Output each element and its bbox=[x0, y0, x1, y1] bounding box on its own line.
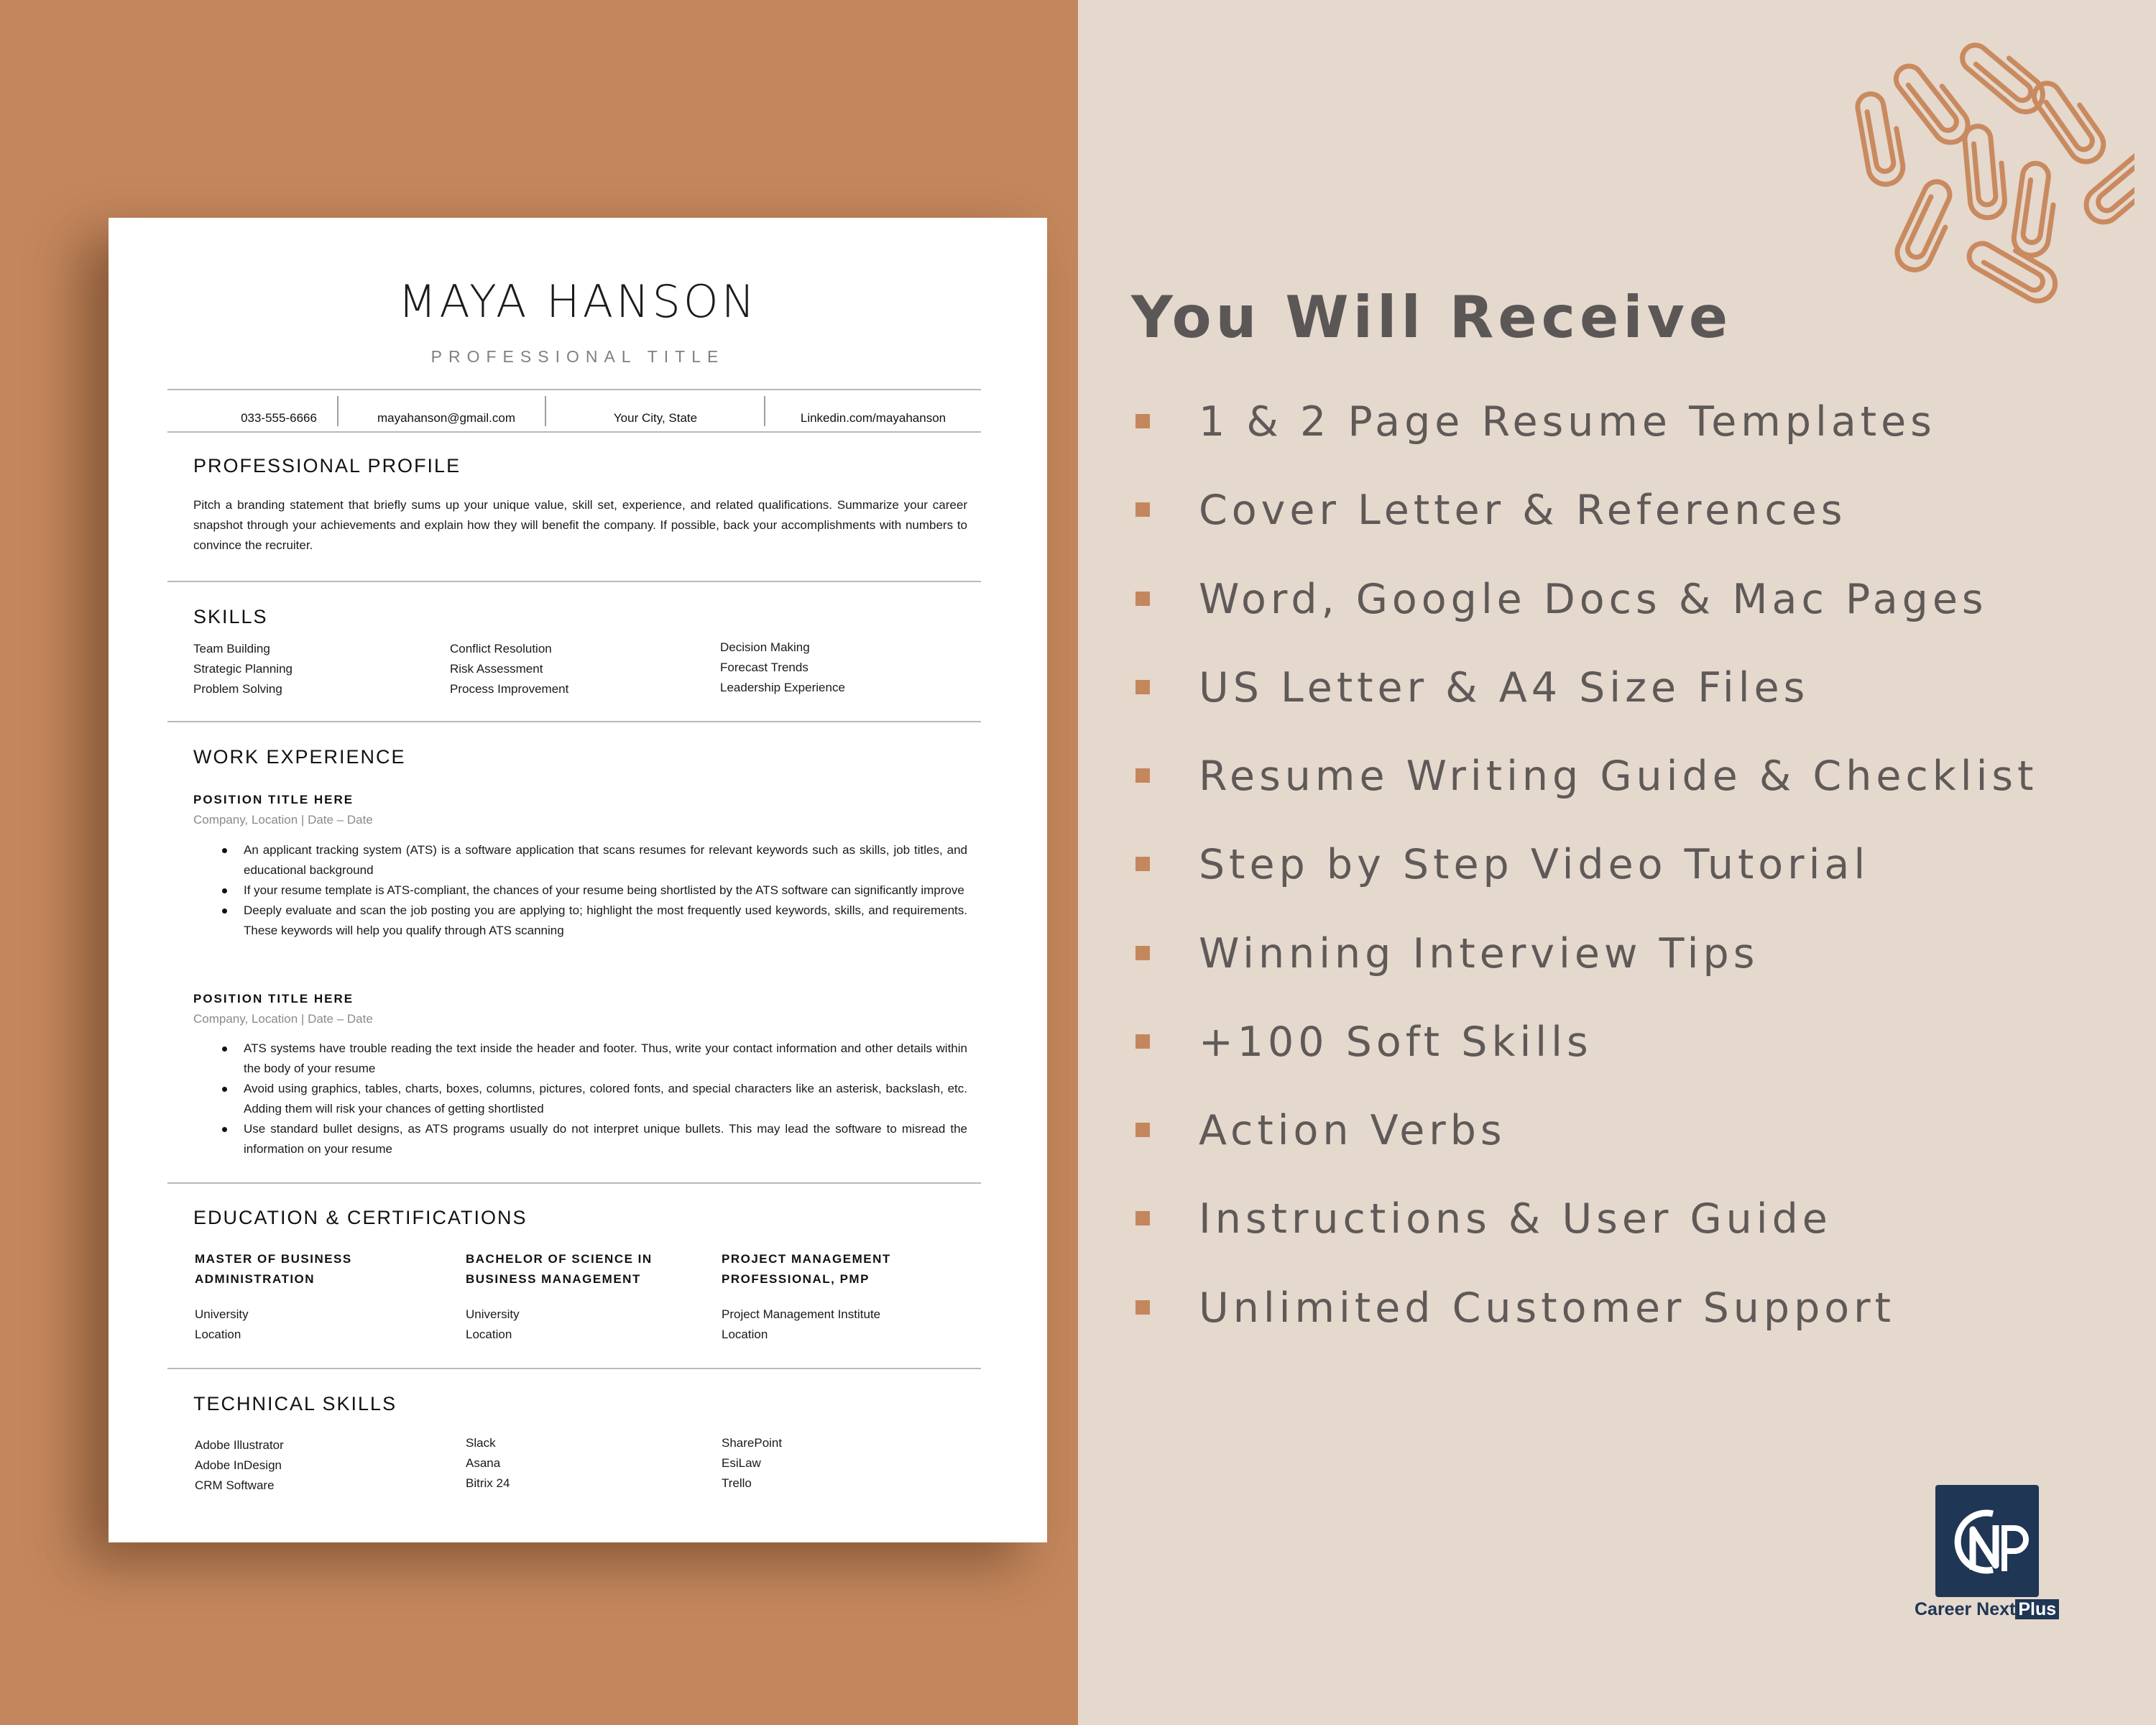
skill-item: Team Building bbox=[193, 642, 270, 656]
list-item: Deeply evaluate and scan the job posting you are applying to; highlight the most frequently used keywords, skills, and requirements. These keywords will help you qualify through ATS scanning bbox=[216, 901, 967, 941]
job-bullets bbox=[216, 840, 967, 941]
job-bullets bbox=[216, 1039, 967, 1159]
resume-name: MAYA HANSON bbox=[397, 275, 758, 328]
degree-title bbox=[466, 1249, 653, 1289]
bullet-square-icon bbox=[1135, 502, 1150, 517]
tech-item: CRM Software bbox=[195, 1478, 275, 1492]
contact-linkedin: Linkedin.com/mayahanson bbox=[800, 411, 946, 425]
school: University bbox=[466, 1307, 520, 1321]
tech-item: Slack bbox=[466, 1436, 496, 1450]
degree-title bbox=[722, 1249, 891, 1289]
degree-line: PROJECT MANAGEMENT bbox=[722, 1252, 891, 1266]
divider bbox=[167, 389, 981, 390]
contact-location: Your City, State bbox=[613, 411, 698, 425]
job-title: POSITION TITLE HERE bbox=[193, 793, 354, 806]
degree-line: MASTER OF BUSINESS bbox=[195, 1252, 352, 1266]
brand-name-plus: Plus bbox=[2015, 1599, 2059, 1619]
feature-label: Resume Writing Guide & Checklist bbox=[1199, 753, 2038, 800]
degree-line: BACHELOR OF SCIENCE IN bbox=[466, 1252, 653, 1266]
job-meta: Company, Location | Date – Date bbox=[193, 813, 373, 827]
receive-heading: You Will Receive bbox=[1131, 284, 1733, 351]
bullet-square-icon bbox=[1135, 1123, 1150, 1137]
list-item: An applicant tracking system (ATS) is a software application that scans resumes for relevant keywords such as skills, job titles, and educational background bbox=[216, 840, 967, 880]
skill-item: Strategic Planning bbox=[193, 662, 292, 676]
bullet-square-icon bbox=[1135, 946, 1150, 960]
feature-label: Instructions & User Guide bbox=[1199, 1195, 1832, 1243]
feature-label: US Letter & A4 Size Files bbox=[1199, 664, 1810, 712]
cnp-monogram-icon bbox=[1935, 1485, 2039, 1597]
bullet-square-icon bbox=[1135, 1211, 1150, 1225]
school-location: Location bbox=[722, 1328, 768, 1341]
skills-column bbox=[720, 638, 845, 698]
list-item: ATS systems have trouble reading the text inside the header and footer. Thus, write your contact information and other details within the body of your resume bbox=[216, 1039, 967, 1079]
degree-institution bbox=[466, 1305, 520, 1345]
list-item: Use standard bullet designs, as ATS programs usually do not interpret unique bullets. This may lead the software to misread the information on your resume bbox=[216, 1119, 967, 1159]
degree-line: ADMINISTRATION bbox=[195, 1272, 315, 1286]
bullet-square-icon bbox=[1135, 680, 1150, 694]
resume-professional-title: PROFESSIONAL TITLE bbox=[430, 347, 725, 366]
section-heading-skills: SKILLS bbox=[193, 606, 268, 627]
feature-label: Word, Google Docs & Mac Pages bbox=[1199, 576, 1988, 623]
resume-page bbox=[109, 218, 1047, 1542]
section-heading-education: EDUCATION & CERTIFICATIONS bbox=[193, 1207, 528, 1228]
skills-column bbox=[450, 639, 568, 699]
skill-item: Problem Solving bbox=[193, 682, 282, 696]
skill-item: Decision Making bbox=[720, 640, 810, 654]
tech-item: Trello bbox=[722, 1476, 752, 1490]
degree-title bbox=[195, 1249, 352, 1289]
bullet-square-icon bbox=[1135, 768, 1150, 783]
technical-column bbox=[466, 1433, 510, 1494]
degree-institution bbox=[722, 1305, 880, 1345]
brand-logo[interactable] bbox=[1935, 1485, 2039, 1597]
brand-name-main: Career Next bbox=[1915, 1599, 2016, 1619]
skill-item: Leadership Experience bbox=[720, 681, 845, 694]
section-heading-technical: TECHNICAL SKILLS bbox=[193, 1393, 397, 1414]
tech-item: Adobe Illustrator bbox=[195, 1438, 284, 1452]
tech-item: Bitrix 24 bbox=[466, 1476, 510, 1490]
tech-item: SharePoint bbox=[722, 1436, 783, 1450]
school: University bbox=[195, 1307, 249, 1321]
technical-column bbox=[195, 1435, 284, 1496]
school-location: Location bbox=[466, 1328, 512, 1341]
technical-column bbox=[722, 1433, 782, 1494]
feature-label: Winning Interview Tips bbox=[1199, 930, 1759, 978]
contact-phone: 033-555-6666 bbox=[241, 411, 317, 425]
skill-item: Conflict Resolution bbox=[450, 642, 552, 656]
section-heading-experience: WORK EXPERIENCE bbox=[193, 746, 406, 768]
divider bbox=[167, 431, 981, 433]
bullet-square-icon bbox=[1135, 857, 1150, 871]
contact-email: mayahanson@gmail.com bbox=[377, 411, 516, 425]
feature-label: Action Verbs bbox=[1199, 1107, 1506, 1154]
job-title: POSITION TITLE HERE bbox=[193, 992, 354, 1006]
tech-item: EsiLaw bbox=[722, 1456, 761, 1470]
skill-item: Forecast Trends bbox=[720, 661, 808, 674]
school: Project Management Institute bbox=[722, 1307, 881, 1321]
degree-line: PROFESSIONAL, PMP bbox=[722, 1272, 870, 1286]
divider bbox=[167, 1368, 981, 1369]
list-item: If your resume template is ATS-compliant, the chances of your resume being shortlisted by the ATS software can significantly improve bbox=[216, 880, 967, 901]
bullet-square-icon bbox=[1135, 414, 1150, 428]
bullet-square-icon bbox=[1135, 592, 1150, 606]
tech-item: Adobe InDesign bbox=[195, 1458, 282, 1472]
degree-line: BUSINESS MANAGEMENT bbox=[466, 1272, 641, 1286]
feature-label: 1 & 2 Page Resume Templates bbox=[1199, 398, 1936, 446]
school-location: Location bbox=[195, 1328, 241, 1341]
divider bbox=[167, 581, 981, 582]
tech-item: Asana bbox=[466, 1456, 501, 1470]
feature-label: Step by Step Video Tutorial bbox=[1199, 841, 1870, 888]
bullet-square-icon bbox=[1135, 1300, 1150, 1315]
degree-institution bbox=[195, 1305, 249, 1345]
skills-column bbox=[193, 639, 292, 699]
bullet-square-icon bbox=[1135, 1034, 1150, 1049]
feature-label: +100 Soft Skills bbox=[1199, 1018, 1593, 1066]
feature-label: Unlimited Customer Support bbox=[1199, 1284, 1895, 1332]
paperclips-icon bbox=[1761, 29, 2134, 331]
divider bbox=[167, 721, 981, 722]
divider bbox=[167, 1182, 981, 1184]
feature-label: Cover Letter & References bbox=[1199, 487, 1847, 534]
brand-name bbox=[1915, 1599, 2059, 1620]
list-item: Avoid using graphics, tables, charts, boxes, columns, pictures, colored fonts, and special characters like an asterisk, backslash, etc. Adding them will risk your chances of getting shortlisted bbox=[216, 1079, 967, 1119]
profile-text: Pitch a branding statement that briefly sums up your unique value, skill set, experience, and related qualifications. Summarize your career snapshot through your achievements and explain how they will benefit the company. If possible, back your accomplishments with numbers to convince the recruiter. bbox=[193, 498, 967, 552]
job-meta: Company, Location | Date – Date bbox=[193, 1012, 373, 1026]
skill-item: Process Improvement bbox=[450, 682, 569, 696]
section-heading-profile: PROFESSIONAL PROFILE bbox=[193, 455, 461, 477]
skill-item: Risk Assessment bbox=[450, 662, 543, 676]
